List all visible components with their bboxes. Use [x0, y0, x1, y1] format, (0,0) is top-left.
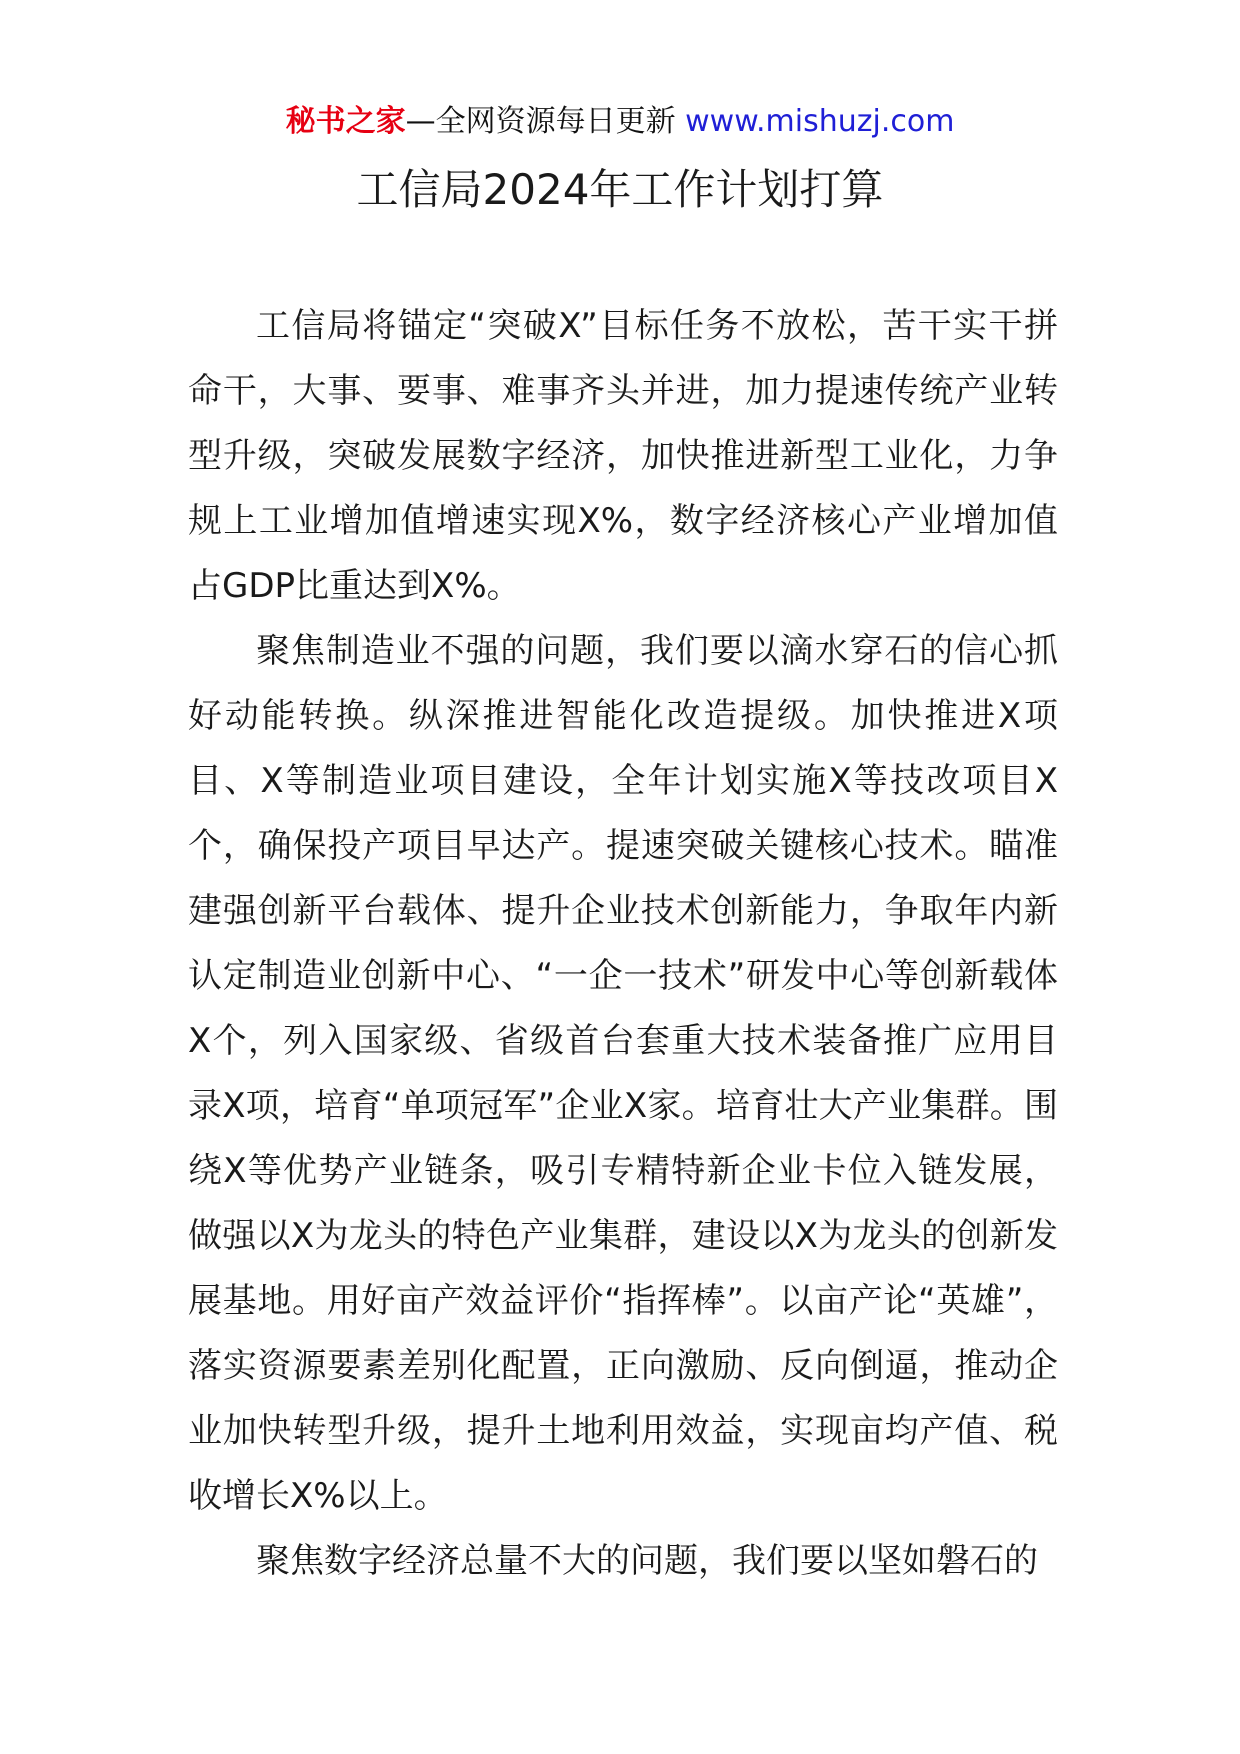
document-body [188, 294, 1058, 1594]
site-url-link[interactable]: www.mishuzj.com [685, 104, 955, 139]
document-title: 工信局2024年工作计划打算 [356, 165, 884, 214]
paragraph: 聚焦制造业不强的问题，我们要以滴水穿石的信心抓好动能转换。纵深推进智能化改造提级。加快推进X项目、X等制造业项目建设，全年计划实施X等技改项目X个，确保投产项目早达产。提速突破关键核心技术。瞄准建强创新平台载体、提升企业技术创新能力，争取年内新认定制造业创新中心、“一企一技术”研发中心等创新载体X个，列入国家级、省级首台套重大技术装备推广应用目录X项，培育“单项冠军”企业X家。培育壮大产业集群。围绕X等优势产业链条，吸引专精特新企业卡位入链发展，做强以X为龙头的特色产业集群，建设以X为龙头的创新发展基地。用好亩产效益评价“指挥棒”。以亩产论“英雄”，落实资源要素差别化配置，正向激励、反向倒逼，推动企业加快转型升级，提升土地利用效益，实现亩均产值、税收增长X%以上。 [188, 631, 1058, 1516]
paragraph: 工信局将锚定“突破X”目标任务不放松，苦干实干拼命干，大事、要事、难事齐头并进，加力提速传统产业转型升级，突破发展数字经济，加快推进新型工业化，力争规上工业增加值增速实现X%，数字经济核心产业增加值占GDP比重达到X%。 [188, 306, 1058, 606]
brand-name: 秘书之家 [285, 104, 406, 139]
site-tagline: —全网资源每日更新 [405, 104, 686, 139]
site-header [0, 100, 1240, 144]
paragraph: 聚焦数字经济总量不大的问题，我们要以坚如磐石的 [256, 1541, 1038, 1581]
